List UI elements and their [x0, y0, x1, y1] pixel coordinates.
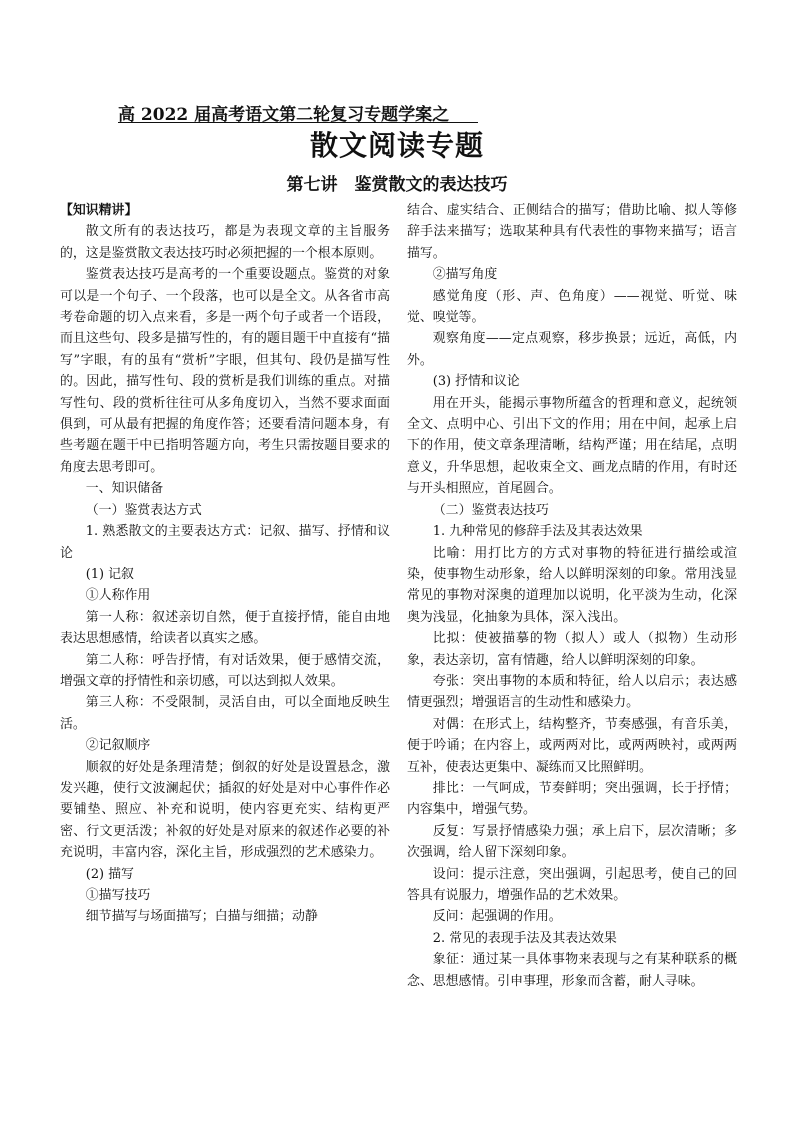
paragraph: 比拟：使被描摹的物（拟人）或人（拟物）生动形象，表达亲切，富有情趣，给人以鲜明深刻的印象。: [407, 631, 737, 668]
paragraph: 夸张：突出事物的本质和特征，给人以启示；表达感情更强烈；增强语言的生动性和感染力。: [407, 673, 737, 711]
paragraph: 反问：起强调的作用。: [432, 909, 562, 925]
paragraph: 排比：一气呵成，节奏鲜明；突出强调，长于抒情；内容集中，增强气势。: [407, 780, 737, 818]
paragraph: ②描写角度: [432, 267, 498, 283]
paragraph: 2. 常见的表现手法及其表达效果: [432, 930, 617, 946]
paragraph: 观察角度——定点观察，移步换景；远近，高低，内外。: [407, 331, 737, 368]
right-column: [407, 200, 737, 992]
paragraph: ②记叙顺序: [85, 738, 151, 754]
paragraph: 第一人称：叙述亲切自然，便于直接抒情，能自由地表达思想感情，给读者以真实之感。: [60, 609, 390, 647]
paragraph: 反复：写景抒情感染力强；承上启下，层次清晰；多次强调，给人留下深刻印象。: [407, 823, 737, 861]
paragraph: 一、知识储备: [85, 481, 164, 497]
paragraph: 对偶：在形式上，结构整齐，节奏感强，有音乐美，便于吟诵；在内容上，或两两对比，或两两映衬，或两两互补，使表达更集中、凝练而又比照鲜明。: [407, 716, 737, 775]
paragraph: 细节描写与场面描写；白描与细描；动静: [85, 909, 318, 925]
paragraph: 设问：提示注意，突出强调，引起思考，使自己的回答具有说服力，增强作品的艺术效果。: [407, 866, 737, 903]
paragraph: 散文所有的表达技巧，都是为表现文章的主旨服务的，这是鉴赏散文表达技巧时必须把握的一个根本原则。: [60, 224, 390, 261]
paragraph: (2) 描写: [85, 866, 134, 882]
paragraph: 1. 熟悉散文的主要表达方式：记叙、描写、抒情和议论: [60, 524, 390, 561]
paragraph: （一）鉴赏表达方式: [85, 502, 202, 518]
paragraph: 感觉角度（形、声、色角度）——视觉、听觉、味觉、嗅觉等。: [407, 288, 737, 326]
paragraph: 比喻：用打比方的方式对事物的特征进行描绘或渲染，使事物生动形象，给人以鲜明深刻的印象。常用浅显常见的事物对深奥的道理加以说明，化平淡为生动，化深奥为浅显，化抽象为具体，深入浅出。: [407, 545, 737, 625]
paragraph: （二）鉴赏表达技巧: [432, 502, 549, 518]
paragraph: 【知识精讲】: [60, 203, 138, 218]
series-title-underline: [118, 122, 478, 123]
paragraph: ①描写技巧: [85, 888, 151, 903]
paragraph: 第三人称：不受限制，灵活自由，可以全面地反映生活。: [60, 695, 390, 732]
paragraph: (1) 记叙: [85, 566, 134, 582]
paragraph: 用在开头，能揭示事物所蕴含的哲理和意义，起统领全文、点明中心、引出下文的作用；用在中间，起承上启下的作用，使文章条理清晰，结构严谨；用在结尾，点明意义，升华思想，起收束全文、画龙点睛的作用，有时还与开头相照应，首尾圆合。: [407, 395, 737, 497]
lecture-title: 第七讲 鉴赏散文的表达技巧: [286, 175, 508, 195]
main-title: 散文阅读专题: [309, 129, 484, 162]
paragraph: 结合、虚实结合、正侧结合的描写；借助比喻、拟人等修辞手法来描写；选取某种具有代表性的事物来描写；语言描写。: [407, 203, 737, 261]
paragraph: ①人称作用: [85, 588, 151, 604]
series-title: 高 2022 届高考语文第二轮复习专题学案之: [118, 105, 450, 125]
paragraph: 象征：通过某一具体事物来表现与之有某种联系的概念、思想感情。引申事理，形象而含蓄，耐人寻味。: [407, 952, 737, 989]
paragraph: 1. 九种常见的修辞手法及其表达效果: [432, 524, 643, 540]
paragraph: 第二人称：呼告抒情，有对话效果，便于感情交流，增强文章的抒情性和亲切感，可以达到拟人效果。: [60, 652, 390, 689]
paragraph: (3) 抒情和议论: [432, 374, 520, 390]
paragraph: 鉴赏表达技巧是高考的一个重要设题点。鉴赏的对象可以是一个句子、一个段落，也可以是全文。从各省市高考卷命题的切入点来看，多是一两个句子或者一个语段，而且这些句、段多是描写性的，有的题目题干中直接有“描写”字眼，有的虽有“赏析”字眼，但其句、段仍是描写性的。因此，描写性句、段的赏析是我们训练的重点。对描写性句、段的赏析往往可从多角度切入，当然不要求面面俱到，可从最有把握的角度作答；还要看清问题本身，有些考题在题干中已指明答题方向，考生只需按题目要求的角度去思考即可。: [60, 267, 390, 475]
left-column: [60, 200, 390, 928]
paragraph: 顺叙的好处是条理清楚；倒叙的好处是设置悬念，激发兴趣，使行文波澜起伏；插叙的好处是对中心事件作必要铺垫、照应、补充和说明，使内容更充实、结构更严密、行文更活泼；补叙的好处是对原来的叙述作必要的补充说明，丰富内容，深化主旨，形成强烈的艺术感染力。: [60, 759, 390, 861]
